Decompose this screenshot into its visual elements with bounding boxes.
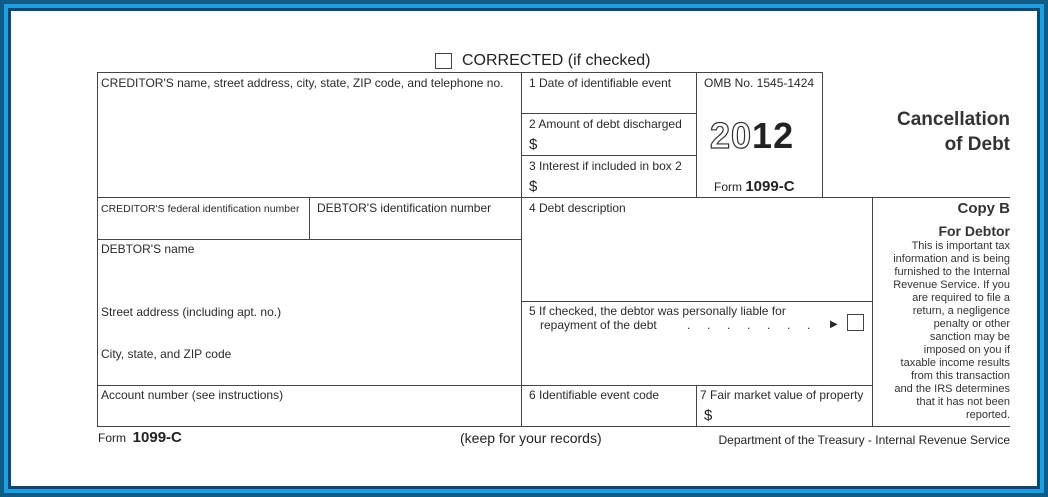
box3-label: 3 Interest if included in box 2 bbox=[529, 159, 682, 173]
grid-ids-divider bbox=[309, 197, 310, 239]
form-title-line1: Cancellation bbox=[897, 109, 1010, 130]
tax-year-bold: 12 bbox=[752, 115, 795, 156]
footer-form-label bbox=[98, 429, 182, 446]
grid-left-line bbox=[97, 72, 98, 426]
notice-line: imposed on you if bbox=[923, 344, 1010, 356]
notice-line: penalty or other bbox=[933, 318, 1010, 330]
box7-dollar-sign: $ bbox=[704, 407, 713, 424]
grid-mid-line bbox=[521, 72, 522, 426]
tax-year-outline: 20 bbox=[710, 115, 753, 156]
form-title-line2: of Debt bbox=[944, 134, 1010, 155]
box5-arrow-icon: ▶ bbox=[830, 319, 838, 330]
street-label: Street address (including apt. no.) bbox=[101, 305, 282, 319]
form-title bbox=[897, 107, 1010, 157]
notice-line: sanction may be bbox=[929, 331, 1010, 343]
notice-line: return, a negligence bbox=[912, 305, 1010, 317]
notice-line: that it has not been bbox=[916, 396, 1010, 408]
city-label: City, state, and ZIP code bbox=[101, 347, 232, 361]
form-name: 1099-C bbox=[745, 178, 795, 195]
omb-number: OMB No. 1545-1424 bbox=[704, 76, 815, 90]
box6-label: 6 Identifiable event code bbox=[529, 388, 660, 402]
keep-records-note: (keep for your records) bbox=[460, 430, 602, 446]
notice-line: and the IRS determines bbox=[894, 383, 1010, 395]
grid-box6-7-divider bbox=[696, 385, 697, 426]
box2-dollar-sign: $ bbox=[529, 136, 538, 153]
notice-line: reported. bbox=[965, 409, 1010, 421]
box5-label-line1: 5 If checked, the debtor was personally liable for bbox=[529, 304, 786, 318]
box1-label: 1 Date of identifiable event bbox=[529, 76, 672, 90]
box3-dollar-sign: $ bbox=[529, 178, 538, 195]
box2-label: 2 Amount of debt discharged bbox=[529, 117, 682, 131]
grid-box4-bottom bbox=[521, 301, 872, 302]
box7-label: 7 Fair market value of property bbox=[700, 388, 864, 402]
debtor-id-label: DEBTOR'S identification number bbox=[317, 201, 492, 215]
notice-line: from this transaction bbox=[910, 370, 1010, 382]
grid-omb-right-line bbox=[822, 72, 823, 197]
box4-label: 4 Debt description bbox=[529, 201, 626, 215]
grid-row-account bbox=[97, 385, 872, 386]
grid-top-line bbox=[97, 72, 823, 73]
form-label bbox=[714, 178, 795, 195]
grid-omb-left-line bbox=[696, 72, 697, 197]
copy-b-subtitle: For Debtor bbox=[938, 223, 1010, 239]
department-label: Department of the Treasury - Internal Revenue Service bbox=[718, 433, 1010, 447]
footer-form-prefix: Form bbox=[98, 431, 126, 445]
copy-b-title: Copy B bbox=[957, 200, 1010, 217]
footer-form-name: 1099-C bbox=[132, 429, 182, 446]
grid-box1-bottom bbox=[521, 113, 696, 114]
grid-ids-bottom bbox=[97, 239, 521, 240]
box5-leader-dots: . . . . . . . bbox=[687, 318, 811, 332]
copy-b-notice bbox=[893, 240, 1010, 422]
form-prefix: Form bbox=[714, 180, 742, 194]
box5-label-line2: repayment of the debt bbox=[540, 318, 657, 332]
grid-box2-bottom bbox=[521, 155, 696, 156]
corrected-label: CORRECTED (if checked) bbox=[462, 52, 651, 69]
grid-bottom-line bbox=[97, 426, 1010, 427]
notice-line: This is important tax bbox=[911, 240, 1010, 252]
corrected-checkbox[interactable] bbox=[435, 53, 452, 69]
notice-line: taxable income results bbox=[900, 357, 1010, 369]
tax-year bbox=[710, 115, 794, 157]
creditor-id-label: CREDITOR'S federal identification number bbox=[101, 203, 300, 215]
notice-line: furnished to the Internal bbox=[894, 266, 1010, 278]
account-label: Account number (see instructions) bbox=[101, 388, 284, 402]
box5-checkbox[interactable] bbox=[847, 314, 864, 331]
debtor-name-label: DEBTOR'S name bbox=[101, 242, 195, 256]
grid-copyb-line bbox=[872, 197, 873, 426]
notice-line: are required to file a bbox=[912, 292, 1010, 304]
notice-line: Revenue Service. If you bbox=[893, 279, 1010, 291]
notice-line: information and is being bbox=[893, 253, 1010, 265]
grid-row2-line bbox=[97, 197, 1010, 198]
creditor-name-label: CREDITOR'S name, street address, city, state, ZIP code, and telephone no. bbox=[101, 76, 504, 90]
form-page bbox=[11, 11, 1037, 486]
